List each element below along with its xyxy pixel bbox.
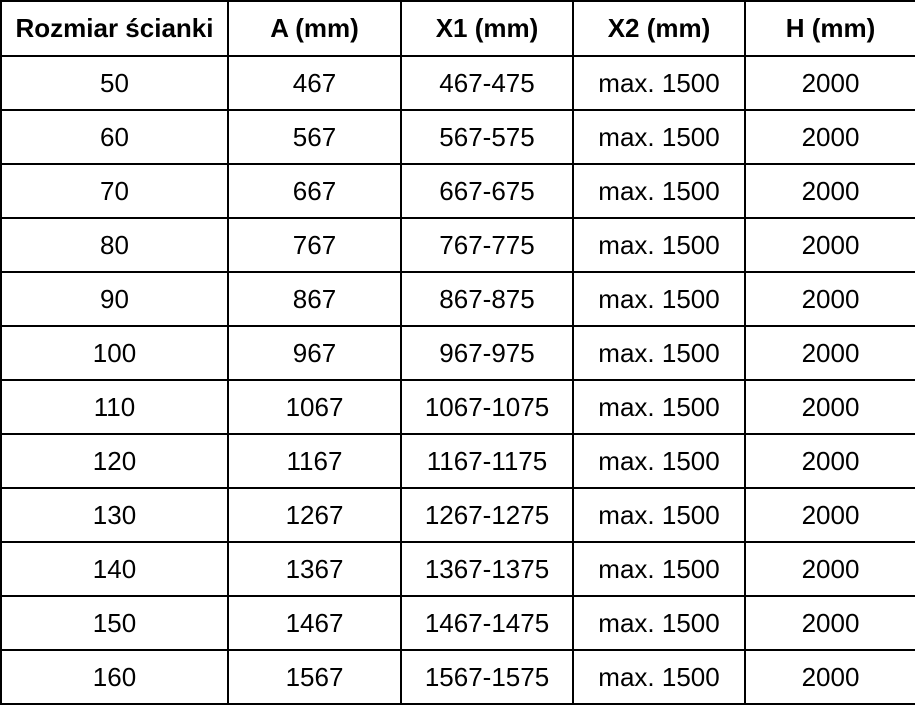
table-cell: 80: [1, 218, 228, 272]
table-cell: 60: [1, 110, 228, 164]
table-cell: max. 1500: [573, 488, 745, 542]
table-cell: max. 1500: [573, 326, 745, 380]
table-cell: max. 1500: [573, 380, 745, 434]
table-header: [1, 1, 915, 56]
table-cell: 2000: [745, 542, 915, 596]
table-cell: 70: [1, 164, 228, 218]
table-cell: 130: [1, 488, 228, 542]
table-cell: 50: [1, 56, 228, 110]
table-cell: 967: [228, 326, 401, 380]
table-row: [1, 164, 915, 218]
table-cell: max. 1500: [573, 110, 745, 164]
table-cell: 1367-1375: [401, 542, 573, 596]
table-cell: 1567: [228, 650, 401, 704]
table-cell: max. 1500: [573, 596, 745, 650]
table-cell: 1167: [228, 434, 401, 488]
column-header-h-mm: H (mm): [745, 1, 915, 56]
table-row: [1, 272, 915, 326]
table-cell: 767: [228, 218, 401, 272]
table-cell: 2000: [745, 272, 915, 326]
table-row: [1, 488, 915, 542]
table-cell: 140: [1, 542, 228, 596]
table-cell: 767-775: [401, 218, 573, 272]
table-cell: 1567-1575: [401, 650, 573, 704]
table-cell: max. 1500: [573, 56, 745, 110]
table-cell: 567-575: [401, 110, 573, 164]
table-row: [1, 110, 915, 164]
table-row: [1, 218, 915, 272]
table-cell: 2000: [745, 110, 915, 164]
table-row: [1, 596, 915, 650]
table-row: [1, 542, 915, 596]
table-row: [1, 326, 915, 380]
table-cell: 467-475: [401, 56, 573, 110]
table-cell: 1167-1175: [401, 434, 573, 488]
table-cell: max. 1500: [573, 542, 745, 596]
table-cell: max. 1500: [573, 650, 745, 704]
table-cell: 90: [1, 272, 228, 326]
table-cell: 2000: [745, 596, 915, 650]
table-body: [1, 56, 915, 704]
table-cell: 567: [228, 110, 401, 164]
table-cell: max. 1500: [573, 218, 745, 272]
table-cell: 100: [1, 326, 228, 380]
table-cell: 867: [228, 272, 401, 326]
table-cell: 667: [228, 164, 401, 218]
table-cell: 2000: [745, 650, 915, 704]
column-header-a-mm: A (mm): [228, 1, 401, 56]
table-row: [1, 434, 915, 488]
table-cell: 1267: [228, 488, 401, 542]
table-cell: 467: [228, 56, 401, 110]
table-row: [1, 650, 915, 704]
table-row: [1, 380, 915, 434]
column-header-x2-mm: X2 (mm): [573, 1, 745, 56]
table-cell: 667-675: [401, 164, 573, 218]
table-cell: 1467: [228, 596, 401, 650]
table-cell: 110: [1, 380, 228, 434]
table-cell: max. 1500: [573, 434, 745, 488]
column-header-x1-mm: X1 (mm): [401, 1, 573, 56]
table-cell: 1467-1475: [401, 596, 573, 650]
table-cell: 1267-1275: [401, 488, 573, 542]
table-cell: 1067-1075: [401, 380, 573, 434]
column-header-rozmiar-scianki: Rozmiar ścianki: [1, 1, 228, 56]
table-cell: 2000: [745, 56, 915, 110]
table-cell: 2000: [745, 164, 915, 218]
table-cell: 1067: [228, 380, 401, 434]
table-cell: max. 1500: [573, 272, 745, 326]
table-cell: 1367: [228, 542, 401, 596]
table-cell: 120: [1, 434, 228, 488]
table-cell: 2000: [745, 434, 915, 488]
table-cell: 2000: [745, 488, 915, 542]
table-cell: 150: [1, 596, 228, 650]
table-cell: 2000: [745, 380, 915, 434]
table-cell: 2000: [745, 326, 915, 380]
table-cell: 160: [1, 650, 228, 704]
table-cell: 867-875: [401, 272, 573, 326]
table-cell: max. 1500: [573, 164, 745, 218]
header-row: [1, 1, 915, 56]
table-cell: 967-975: [401, 326, 573, 380]
table-cell: 2000: [745, 218, 915, 272]
table-row: [1, 56, 915, 110]
